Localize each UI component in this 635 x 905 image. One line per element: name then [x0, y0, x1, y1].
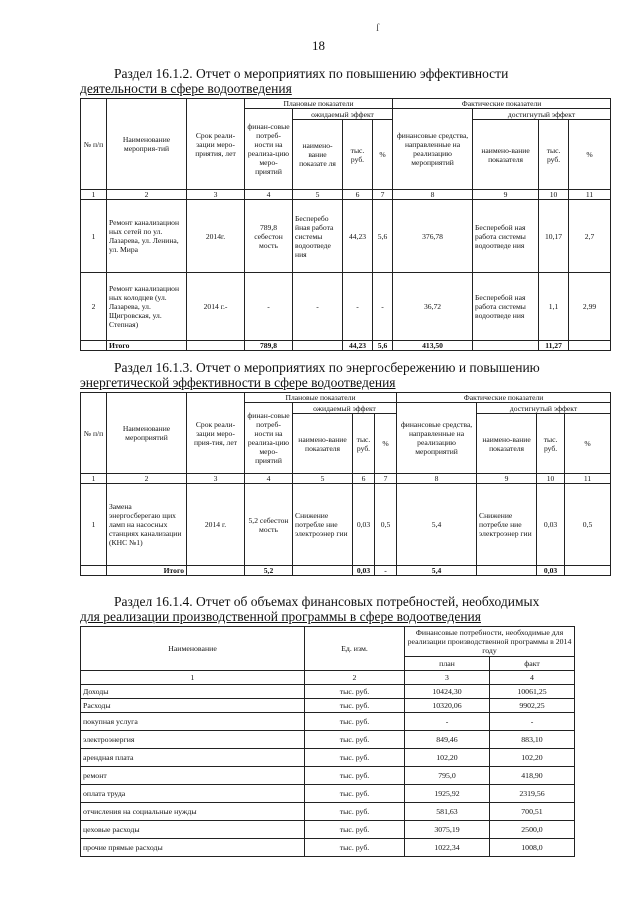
table-row: [81, 200, 611, 273]
col-num: 6: [343, 190, 373, 200]
col-num: 8: [397, 474, 477, 484]
cell: Ремонт канализацион ных колодцев (ул. Лазарева, ул. Щигровская, ул. Степная): [107, 273, 187, 341]
hdr-num: № п/п: [81, 393, 107, 474]
cell: тыс. руб.: [305, 785, 405, 803]
hdr-expected-effect: ожидаемый эффект: [293, 403, 397, 414]
cell: 376,78: [393, 200, 473, 273]
cell: 2014 г.: [187, 484, 245, 566]
cell: тыс. руб.: [305, 685, 405, 699]
total-cell: 0,03: [353, 566, 375, 576]
cell: ремонт: [81, 767, 305, 785]
hdr-fin-fact: финансовые средства, направленные на реализацию мероприятий: [397, 403, 477, 474]
col-num: 2: [107, 190, 187, 200]
hdr-name: Наименование мероприя-тий: [107, 99, 187, 190]
table-row: [81, 821, 575, 839]
hdr-name: Наименование мероприятий: [107, 393, 187, 474]
table-row: [81, 484, 611, 566]
cell: 2014г.: [187, 200, 245, 273]
cell: Бесперебо йная работа системы водоотведе ния: [293, 200, 343, 273]
hdr-pct: %: [373, 120, 393, 190]
hdr-pct: %: [375, 414, 397, 474]
cell: 1: [81, 200, 107, 273]
cell: Бесперебой ная работа системы водоотведе ния: [473, 273, 539, 341]
table-row: [81, 749, 575, 767]
cell: 0,5: [375, 484, 397, 566]
col-num: 2: [305, 671, 405, 685]
heading-line: Раздел 16.1.4. Отчет об объемах финансовых потребностей, необходимых: [114, 594, 540, 609]
total-cell: 5,4: [397, 566, 477, 576]
cell: 1022,34: [405, 839, 490, 857]
hdr-plan: Плановые показатели: [245, 393, 397, 403]
cell: Расходы: [81, 699, 305, 713]
col-num: 8: [393, 190, 473, 200]
total-row: [81, 341, 611, 351]
cell: 2,7: [569, 200, 611, 273]
cell: Доходы: [81, 685, 305, 699]
total-cell: 11,27: [539, 341, 569, 351]
cell: электроэнергия: [81, 731, 305, 749]
column-numbers-row: [81, 474, 611, 484]
cell: прочие прямые расходы: [81, 839, 305, 857]
hdr-unit: Ед. изм.: [305, 627, 405, 671]
hdr-rub: тыс. руб.: [539, 120, 569, 190]
col-num: 10: [539, 190, 569, 200]
hdr-term: Срок реали-зации меро-прия-тия, лет: [187, 393, 245, 474]
cell: 10061,25: [490, 685, 575, 699]
col-num: 3: [405, 671, 490, 685]
cell: тыс. руб.: [305, 749, 405, 767]
col-num: 6: [353, 474, 375, 484]
col-num: 1: [81, 671, 305, 685]
cell: 0,03: [537, 484, 565, 566]
hdr-term: Срок реали-зации меро-приятия, лет: [187, 99, 245, 190]
cell: 102,20: [405, 749, 490, 767]
col-num: 4: [245, 190, 293, 200]
col-num: 10: [537, 474, 565, 484]
cell: 795,0: [405, 767, 490, 785]
scan-mark: ſ: [376, 22, 380, 34]
total-cell: 5,2: [245, 566, 293, 576]
cell: тыс. руб.: [305, 803, 405, 821]
col-num: 9: [477, 474, 537, 484]
cell: -: [405, 713, 490, 731]
col-num: 1: [81, 474, 107, 484]
section-heading-16-1-2: [80, 66, 580, 96]
hdr-rub: тыс. руб.: [353, 414, 375, 474]
cell: оплата труда: [81, 785, 305, 803]
cell: -: [490, 713, 575, 731]
col-num: 11: [569, 190, 611, 200]
heading-line: Раздел 16.1.3. Отчет о мероприятиях по энергосбережению и повышению: [114, 360, 540, 375]
cell: 36,72: [393, 273, 473, 341]
cell: тыс. руб.: [305, 767, 405, 785]
col-num: 5: [293, 474, 353, 484]
table-row: [81, 803, 575, 821]
cell: тыс. руб.: [305, 713, 405, 731]
cell: 0,03: [353, 484, 375, 566]
hdr-achieved-effect: достигнутый эффект: [477, 403, 611, 414]
table-row: [81, 273, 611, 341]
hdr-rub: тыс. руб.: [537, 414, 565, 474]
cell: тыс. руб.: [305, 821, 405, 839]
total-label: Итого: [107, 341, 187, 351]
section-heading-16-1-4: [80, 594, 580, 624]
cell: тыс. руб.: [305, 731, 405, 749]
table-row: [81, 685, 575, 699]
hdr-financial-needs: Финансовые потребности, необходимые для реализации производственной программы в 2014 году: [405, 627, 575, 657]
table-measures-efficiency: [80, 98, 611, 351]
col-num: 2: [107, 474, 187, 484]
cell: 849,46: [405, 731, 490, 749]
cell: -: [373, 273, 393, 341]
cell: -: [245, 273, 293, 341]
page-number: 18: [312, 38, 325, 53]
total-cell: 413,50: [393, 341, 473, 351]
total-cell: 789,8: [245, 341, 293, 351]
cell: 1008,0: [490, 839, 575, 857]
col-num: 3: [187, 474, 245, 484]
cell: 2319,56: [490, 785, 575, 803]
cell: 2500,0: [490, 821, 575, 839]
hdr-fin-need: финан-совые потреб-ности на реализа-цию меро-приятий: [245, 109, 293, 190]
cell: отчисления на социальные нужды: [81, 803, 305, 821]
cell: 789,8 себестон мость: [245, 200, 293, 273]
heading-line: Раздел 16.1.2. Отчет о мероприятиях по повышению эффективности: [114, 66, 509, 81]
cell: покупная услуга: [81, 713, 305, 731]
hdr-rub: тыс. руб.: [343, 120, 373, 190]
total-cell: -: [375, 566, 397, 576]
cell: 44,23: [343, 200, 373, 273]
cell: 3075,19: [405, 821, 490, 839]
hdr-fact: Фактические показатели: [393, 99, 611, 109]
hdr-num: № п/п: [81, 99, 107, 190]
cell: цеховые расходы: [81, 821, 305, 839]
cell: Снижение потребле ние электроэнер гии: [477, 484, 537, 566]
cell: -: [293, 273, 343, 341]
hdr-fact: Фактические показатели: [397, 393, 611, 403]
hdr-fin-fact: финансовые средства, направленные на реализацию мероприятий: [393, 109, 473, 190]
table-row: [81, 699, 575, 713]
cell: 102,20: [490, 749, 575, 767]
total-row: [81, 566, 611, 576]
cell: 10320,06: [405, 699, 490, 713]
cell: 1925,92: [405, 785, 490, 803]
cell: 700,51: [490, 803, 575, 821]
cell: 1: [81, 484, 107, 566]
table-row: [81, 785, 575, 803]
hdr-plan: Плановые показатели: [245, 99, 393, 109]
table-row: [81, 731, 575, 749]
hdr-pct: %: [565, 414, 611, 474]
table-financial-needs: [80, 626, 575, 857]
cell: тыс. руб.: [305, 699, 405, 713]
table-row: [81, 767, 575, 785]
col-num: 7: [373, 190, 393, 200]
cell: 2014 г.-: [187, 273, 245, 341]
col-num: 5: [293, 190, 343, 200]
col-num: 9: [473, 190, 539, 200]
hdr-indicator: наимено-вание показателя: [473, 120, 539, 190]
total-cell: 44,23: [343, 341, 373, 351]
col-num: 4: [490, 671, 575, 685]
cell: 581,63: [405, 803, 490, 821]
section-heading-16-1-3: [80, 360, 580, 390]
heading-line: для реализации производственной программы в сфере водоотведения: [80, 609, 481, 624]
hdr-pct: %: [569, 120, 611, 190]
col-num: 4: [245, 474, 293, 484]
hdr-name: Наименование: [81, 627, 305, 671]
hdr-indicator: наимено-вание показателя: [477, 414, 537, 474]
hdr-fin-need: финан-совые потреб-ности на реализа-цию меро-приятий: [245, 403, 293, 474]
col-num: 11: [565, 474, 611, 484]
col-num: 7: [375, 474, 397, 484]
cell: 418,90: [490, 767, 575, 785]
hdr-indicator: наимено-вание показате ля: [293, 120, 343, 190]
cell: 2: [81, 273, 107, 341]
total-cell: 5,6: [373, 341, 393, 351]
cell: 5,4: [397, 484, 477, 566]
table-measures-energy-saving: [80, 392, 611, 576]
cell: 10424,30: [405, 685, 490, 699]
total-cell: 0,03: [537, 566, 565, 576]
heading-line: энергетической эффективности в сфере водоотведения: [80, 375, 396, 390]
cell: тыс. руб.: [305, 839, 405, 857]
column-numbers-row: [81, 671, 575, 685]
cell: 883,10: [490, 731, 575, 749]
cell: Бесперебой ная работа системы водоотведе ния: [473, 200, 539, 273]
cell: 0,5: [565, 484, 611, 566]
cell: Ремонт канализацион ных сетей по ул. Лазарева, ул. Ленина, ул. Мира: [107, 200, 187, 273]
cell: 2,99: [569, 273, 611, 341]
table-row: [81, 713, 575, 731]
column-numbers-row: [81, 190, 611, 200]
hdr-expected-effect: ожидаемый эффект: [293, 109, 393, 120]
hdr-plan: план: [405, 657, 490, 671]
heading-line: деятельности в сфере водоотведения: [80, 81, 292, 96]
cell: -: [343, 273, 373, 341]
col-num: 1: [81, 190, 107, 200]
total-label: Итого: [107, 566, 187, 576]
cell: 10,17: [539, 200, 569, 273]
cell: 9902,25: [490, 699, 575, 713]
cell: Снижение потребле ние электроэнер гии: [293, 484, 353, 566]
hdr-fact: факт: [490, 657, 575, 671]
hdr-achieved-effect: достигнутый эффект: [473, 109, 611, 120]
hdr-indicator: наимено-вание показателя: [293, 414, 353, 474]
cell: Замена энергосберегаю щих ламп на насосных станциях канализации (КНС №1): [107, 484, 187, 566]
cell: 5,6: [373, 200, 393, 273]
cell: 1,1: [539, 273, 569, 341]
cell: арендная плата: [81, 749, 305, 767]
table-row: [81, 839, 575, 857]
cell: 5,2 себестон мость: [245, 484, 293, 566]
col-num: 3: [187, 190, 245, 200]
